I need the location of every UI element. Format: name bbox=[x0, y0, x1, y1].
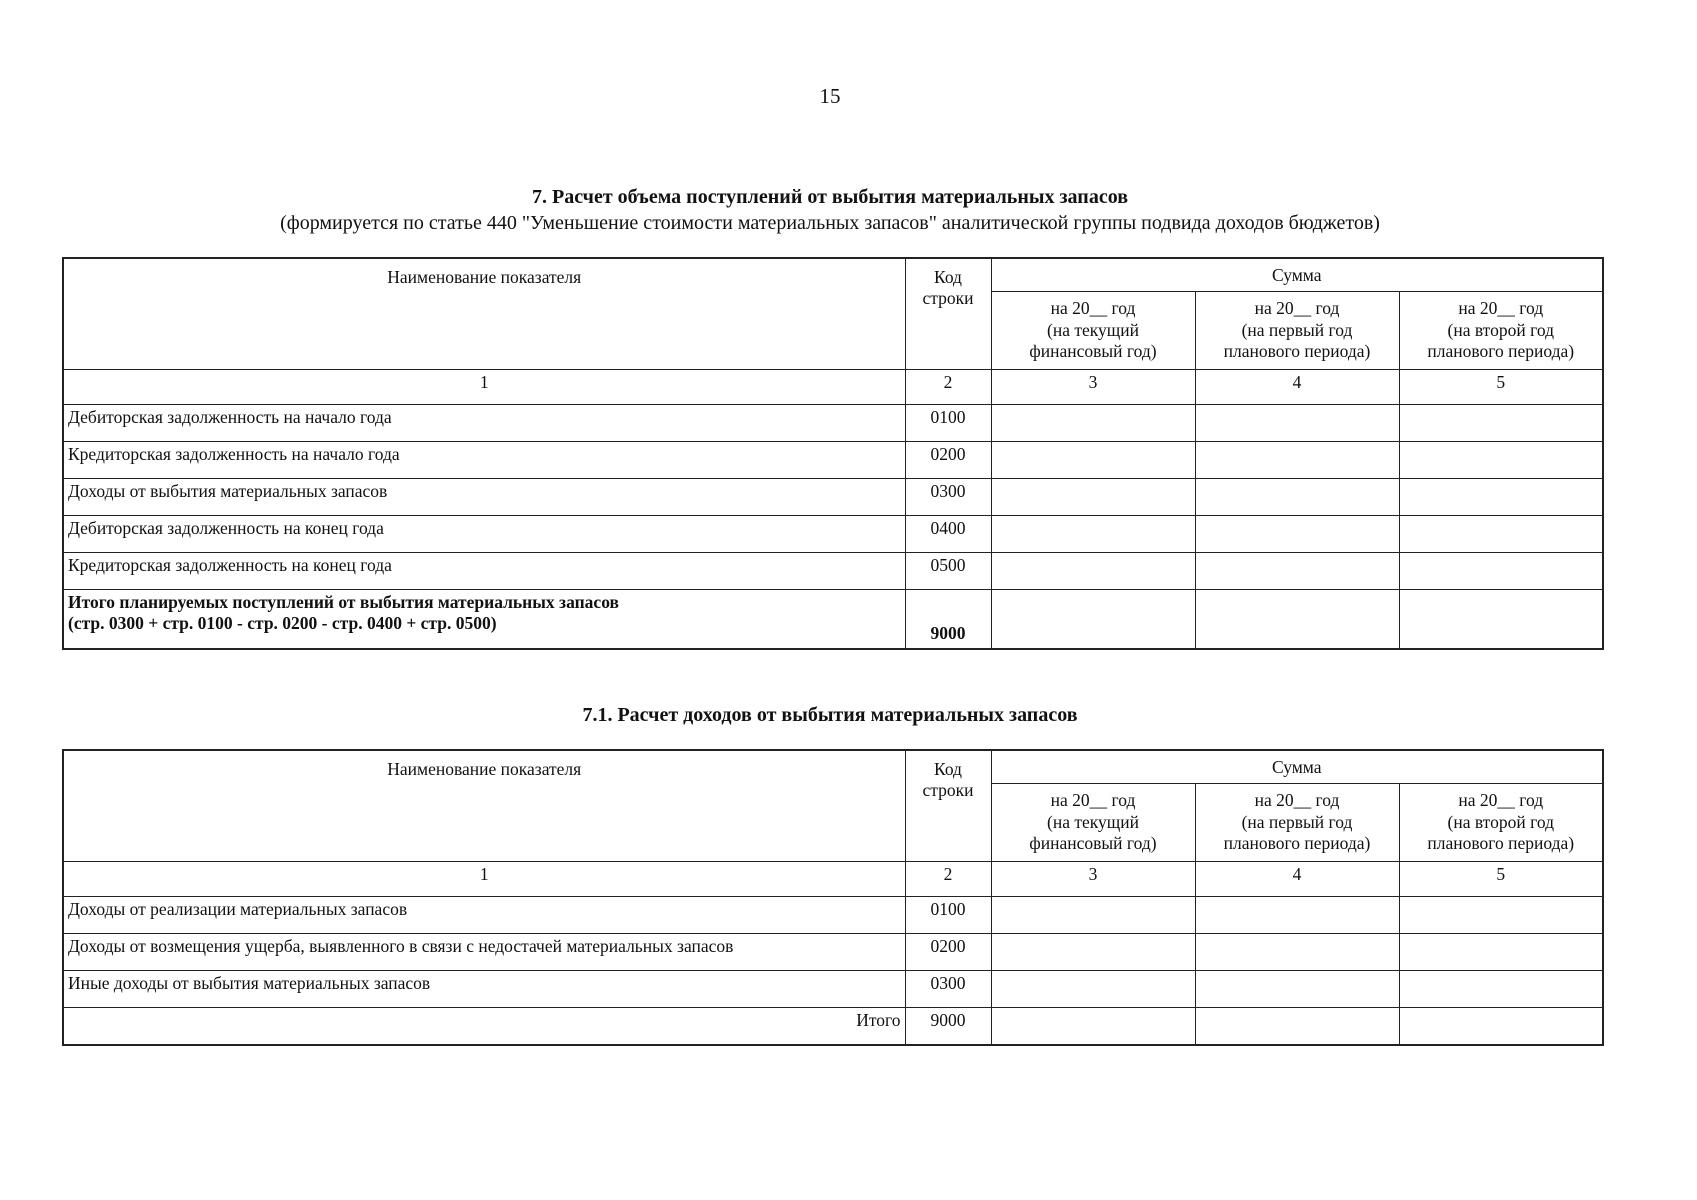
column-header-second-plan-year bbox=[1399, 292, 1603, 370]
row-code: 0200 bbox=[905, 442, 991, 479]
sum-cell[interactable] bbox=[991, 897, 1195, 934]
sum-cell[interactable] bbox=[1195, 553, 1399, 590]
row-code: 0100 bbox=[905, 405, 991, 442]
total-row bbox=[63, 590, 1603, 650]
year-header-line: на 20__ год bbox=[1254, 789, 1340, 810]
year-header-line: (на первый год bbox=[1241, 811, 1353, 832]
column-number: 4 bbox=[1195, 370, 1399, 405]
column-number-row bbox=[63, 862, 1603, 897]
total-name-line2: (стр. 0300 + стр. 0100 - стр. 0200 - стр. 0400 + стр. 0500) bbox=[68, 613, 497, 633]
code-header-line2: строки bbox=[922, 288, 974, 308]
column-header-name: Наименование показателя bbox=[63, 750, 905, 862]
code-header-line1: Код bbox=[934, 759, 962, 779]
year-header-line: на 20__ год bbox=[1458, 789, 1544, 810]
total-label: Итого bbox=[63, 1008, 905, 1046]
table-row bbox=[63, 553, 1603, 590]
row-name: Дебиторская задолженность на начало года bbox=[63, 405, 905, 442]
sum-cell[interactable] bbox=[1399, 553, 1603, 590]
sum-cell[interactable] bbox=[1195, 516, 1399, 553]
sum-cell[interactable] bbox=[1399, 934, 1603, 971]
column-header-first-plan-year bbox=[1195, 292, 1399, 370]
total-row bbox=[63, 1008, 1603, 1046]
year-header-line: планового периода) bbox=[1427, 833, 1575, 854]
column-number: 3 bbox=[991, 862, 1195, 897]
section-7-subtitle: (формируется по статье 440 "Уменьшение стоимости материальных запасов" аналитической группы подвида доходов бюджетов) bbox=[280, 212, 1380, 234]
row-name: Доходы от возмещения ущерба, выявленного в связи с недостачей материальных запасов bbox=[63, 934, 905, 971]
row-code: 0100 bbox=[905, 897, 991, 934]
column-header-sum: Сумма bbox=[991, 750, 1603, 784]
sum-cell[interactable] bbox=[991, 590, 1195, 650]
column-header-first-plan-year bbox=[1195, 784, 1399, 862]
table-row bbox=[63, 971, 1603, 1008]
column-number: 4 bbox=[1195, 862, 1399, 897]
year-header-line: на 20__ год bbox=[1458, 297, 1544, 318]
section-7-1-title: 7.1. Расчет доходов от выбытия материальных запасов bbox=[582, 704, 1078, 726]
column-number: 2 bbox=[905, 862, 991, 897]
section-7-table bbox=[62, 257, 1604, 650]
sum-cell[interactable] bbox=[991, 405, 1195, 442]
row-code: 0300 bbox=[905, 971, 991, 1008]
year-header-line: (на текущий bbox=[1047, 319, 1139, 340]
total-row-name bbox=[63, 590, 905, 650]
row-name: Дебиторская задолженность на конец года bbox=[63, 516, 905, 553]
year-header-line: (на первый год bbox=[1241, 319, 1353, 340]
table-row bbox=[63, 442, 1603, 479]
year-header-line: планового периода) bbox=[1427, 341, 1575, 362]
section-7-title: 7. Расчет объема поступлений от выбытия материальных запасов bbox=[531, 186, 1128, 208]
sum-cell[interactable] bbox=[1399, 479, 1603, 516]
row-code: 0500 bbox=[905, 553, 991, 590]
year-header-line: на 20__ год bbox=[1050, 789, 1136, 810]
table-row bbox=[63, 405, 1603, 442]
code-header-line1: Код bbox=[934, 267, 962, 287]
sum-cell[interactable] bbox=[1399, 897, 1603, 934]
year-header-line: финансовый год) bbox=[1029, 833, 1157, 854]
column-header-name: Наименование показателя bbox=[63, 258, 905, 370]
sum-cell[interactable] bbox=[1195, 590, 1399, 650]
table-row bbox=[63, 934, 1603, 971]
year-header-line: на 20__ год bbox=[1050, 297, 1136, 318]
column-number: 3 bbox=[991, 370, 1195, 405]
sum-cell[interactable] bbox=[1195, 897, 1399, 934]
sum-cell[interactable] bbox=[991, 516, 1195, 553]
year-header-line: на 20__ год bbox=[1254, 297, 1340, 318]
column-number: 5 bbox=[1399, 862, 1603, 897]
sum-cell[interactable] bbox=[1195, 934, 1399, 971]
year-header-line: планового периода) bbox=[1223, 341, 1371, 362]
section-7-1-table bbox=[62, 749, 1604, 1046]
row-name: Кредиторская задолженность на начало года bbox=[63, 442, 905, 479]
row-code: 0400 bbox=[905, 516, 991, 553]
sum-cell[interactable] bbox=[991, 553, 1195, 590]
year-header-line: (на второй год bbox=[1447, 319, 1554, 340]
row-code: 0200 bbox=[905, 934, 991, 971]
year-header-line: (на второй год bbox=[1447, 811, 1554, 832]
column-number: 1 bbox=[63, 862, 905, 897]
total-row-code: 9000 bbox=[905, 1008, 991, 1046]
sum-cell[interactable] bbox=[1195, 405, 1399, 442]
total-row-code: 9000 bbox=[905, 590, 991, 650]
column-header-current-year bbox=[991, 292, 1195, 370]
sum-cell[interactable] bbox=[1195, 1008, 1399, 1046]
sum-cell[interactable] bbox=[1399, 516, 1603, 553]
sum-cell[interactable] bbox=[991, 934, 1195, 971]
sum-cell[interactable] bbox=[991, 971, 1195, 1008]
year-header-line: планового периода) bbox=[1223, 833, 1371, 854]
column-number: 5 bbox=[1399, 370, 1603, 405]
sum-cell[interactable] bbox=[1399, 590, 1603, 650]
row-code: 0300 bbox=[905, 479, 991, 516]
sum-cell[interactable] bbox=[991, 442, 1195, 479]
column-number-row bbox=[63, 370, 1603, 405]
table-row bbox=[63, 516, 1603, 553]
year-header-line: финансовый год) bbox=[1029, 341, 1157, 362]
row-name: Доходы от реализации материальных запасов bbox=[63, 897, 905, 934]
column-header-code bbox=[905, 750, 991, 862]
row-name: Иные доходы от выбытия материальных запасов bbox=[63, 971, 905, 1008]
sum-cell[interactable] bbox=[1195, 971, 1399, 1008]
sum-cell[interactable] bbox=[1195, 479, 1399, 516]
column-header-code bbox=[905, 258, 991, 370]
sum-cell[interactable] bbox=[1399, 971, 1603, 1008]
column-number: 1 bbox=[63, 370, 905, 405]
sum-cell[interactable] bbox=[1399, 442, 1603, 479]
table-row bbox=[63, 897, 1603, 934]
year-header-line: (на текущий bbox=[1047, 811, 1139, 832]
sum-cell[interactable] bbox=[1399, 1008, 1603, 1046]
page-number: 15 bbox=[819, 84, 841, 108]
code-header-line2: строки bbox=[922, 780, 974, 800]
sum-cell[interactable] bbox=[991, 1008, 1195, 1046]
total-name-line1: Итого планируемых поступлений от выбытия материальных запасов bbox=[68, 592, 619, 612]
sum-cell[interactable] bbox=[991, 479, 1195, 516]
column-header-sum: Сумма bbox=[991, 258, 1603, 292]
row-name: Доходы от выбытия материальных запасов bbox=[63, 479, 905, 516]
column-number: 2 bbox=[905, 370, 991, 405]
sum-cell[interactable] bbox=[1399, 405, 1603, 442]
sum-cell[interactable] bbox=[1195, 442, 1399, 479]
row-name: Кредиторская задолженность на конец года bbox=[63, 553, 905, 590]
column-header-current-year bbox=[991, 784, 1195, 862]
column-header-second-plan-year bbox=[1399, 784, 1603, 862]
table-row bbox=[63, 479, 1603, 516]
